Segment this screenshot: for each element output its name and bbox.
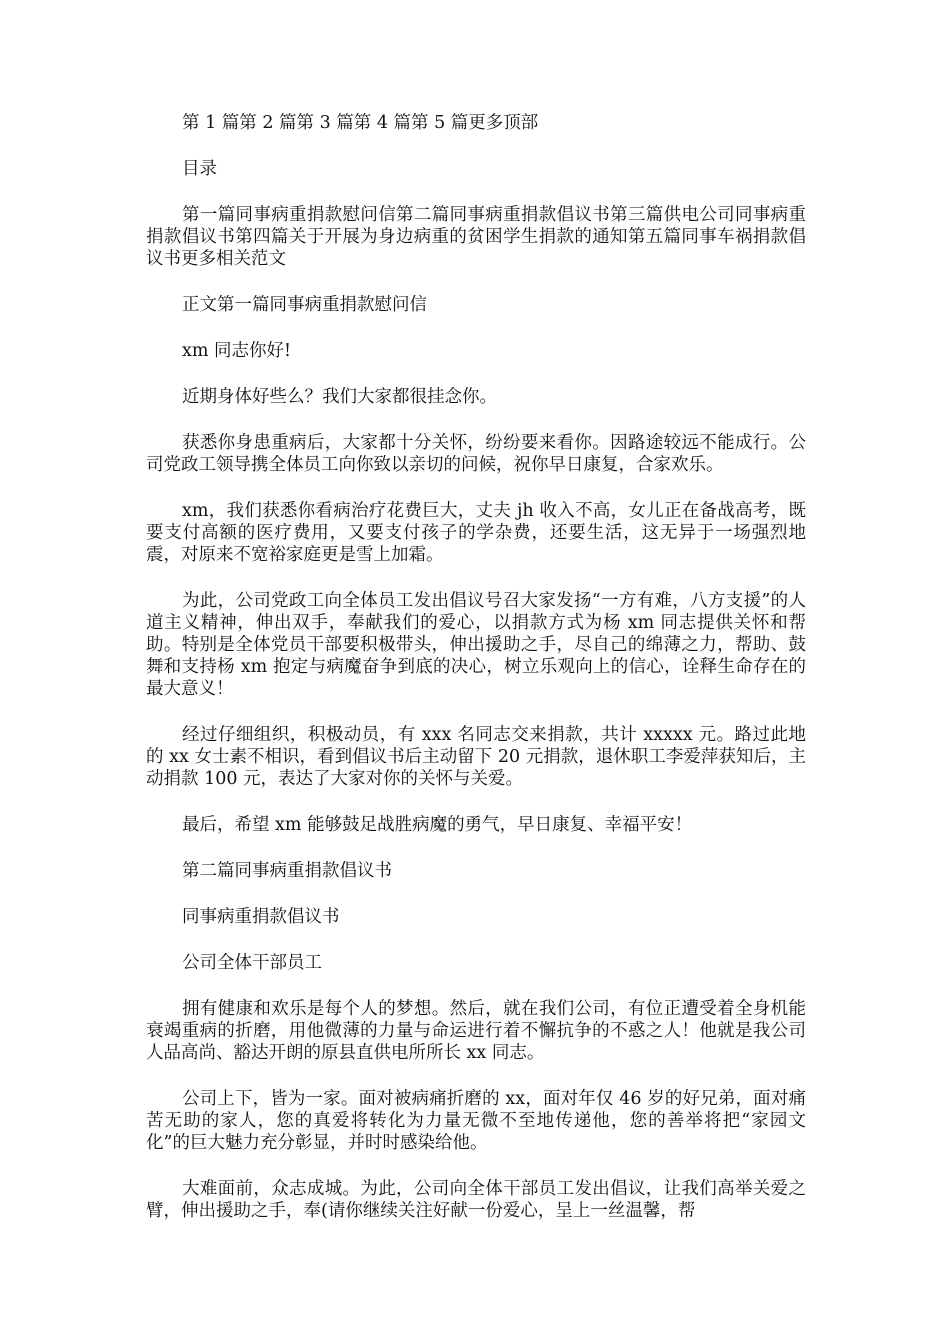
letter-greeting: xm 同志你好! bbox=[182, 341, 292, 361]
toc-heading: 目录 bbox=[182, 159, 217, 179]
article-nav-links[interactable]: 第 1 篇第 2 篇第 3 篇第 4 篇第 5 篇更多顶部 bbox=[182, 113, 539, 133]
body-heading: 正文第一篇同事病重捐款慰问信 bbox=[182, 295, 427, 315]
paragraph-9: 大难面前，众志成城。为此，公司向全体干部员工发出倡议，让我们高举关爱之臂，伸出援助之手，奉(请你继续关注好献一份爱心，呈上一丝温馨，帮 bbox=[146, 1179, 806, 1221]
paragraph-6: 最后，希望 xm 能够鼓足战胜病魔的勇气，早日康复、幸福平安！ bbox=[182, 815, 693, 835]
paragraph-4: 为此，公司党政工向全体员工发出倡议号召大家发扬“一方有难，八方支援”的人道主义精神，伸出双手，奉献我们的爱心，以捐款方式为杨 xm 同志提供关怀和帮助。特别是全体党员干部要积极带头，伸出援助之手，尽自己的绵薄之力，帮助、鼓舞和支持杨 xm 抱定与病魔奋争到底的决心，树立乐观向上的信心，诠释生命存在的最大意义！ bbox=[146, 591, 806, 699]
paragraph-3: xm，我们获悉你看病治疗花费巨大，丈夫 jh 收入不高，女儿正在备战高考，既要支付高额的医疗费用，又要支付孩子的学杂费，还要生活，这无异于一场强烈地震，对原来不宽裕家庭更是雪上加霜。 bbox=[146, 501, 806, 565]
paragraph-1: 近期身体好些么？我们大家都很挂念你。 bbox=[182, 387, 497, 407]
toc-list[interactable]: 第一篇同事病重捐款慰问信第二篇同事病重捐款倡议书第三篇供电公司同事病重捐款倡议书第四篇关于开展为身边病重的贫困学生捐款的通知第五篇同事车祸捐款倡议书更多相关范文 bbox=[146, 205, 806, 269]
paragraph-5: 经过仔细组织，积极动员，有 xxx 名同志交来捐款，共计 xxxxx 元。路过此地的 xx 女士素不相识，看到倡议书后主动留下 20 元捐款，退休职工李爱萍获知后，主动捐款 100 元，表达了大家对你的关怀与关爱。 bbox=[146, 725, 806, 789]
paragraph-8: 公司上下，皆为一家。面对被病痛折磨的 xx，面对年仅 46 岁的好兄弟，面对痛苦无助的家人，您的真爱将转化为力量无微不至地传递他，您的善举将把“家园文化”的巨大魅力充分彰显，并时时感染给他。 bbox=[146, 1089, 806, 1153]
section-2-heading: 第二篇同事病重捐款倡议书 bbox=[182, 861, 392, 881]
paragraph-2: 获悉你身患重病后，大家都十分关怀，纷纷要来看你。因路途较远不能成行。公司党政工领导携全体员工向你致以亲切的问候，祝你早日康复，合家欢乐。 bbox=[146, 433, 806, 475]
section-2-title: 同事病重捐款倡议书 bbox=[182, 907, 340, 927]
paragraph-7: 拥有健康和欢乐是每个人的梦想。然后，就在我们公司，有位正遭受着全身机能衰竭重病的折磨，用他微薄的力量与命运进行着不懈抗争的不惑之人！他就是我公司人品高尚、豁达开朗的原县直供电所所长 xx 同志。 bbox=[146, 999, 806, 1063]
document-page bbox=[146, 112, 806, 1222]
section-2-salutation: 公司全体干部员工 bbox=[182, 953, 322, 973]
